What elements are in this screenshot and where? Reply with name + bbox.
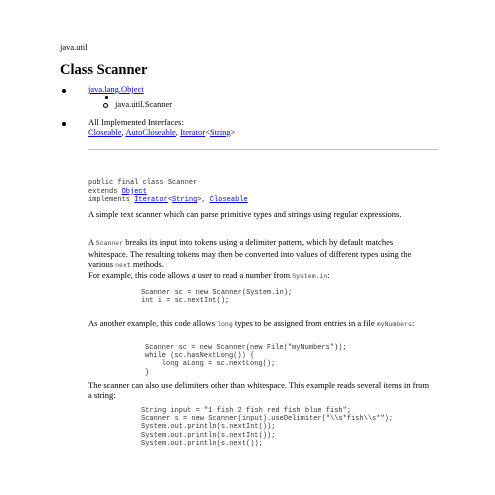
interfaces-list: Closeable, AutoCloseable, Iterator<String>: [88, 127, 236, 137]
hierarchy-current-class: java.util.Scanner: [115, 99, 173, 109]
link-object[interactable]: Object: [121, 187, 147, 196]
link-iterator-sig[interactable]: Iterator: [134, 196, 168, 204]
link-closeable[interactable]: Closeable: [88, 127, 122, 137]
page-title: Class Scanner: [60, 62, 148, 78]
code-example-2: Scanner sc = new Scanner(new File("myNumbers")); while (sc.hasNextLong()) { long aLong = sc.nextLong(); }: [145, 344, 347, 377]
link-string-sig[interactable]: String: [172, 196, 198, 204]
description-paragraph-3: For example, this code allows a user to read a number from System.in:: [88, 270, 330, 280]
circle-bullet-icon: [103, 103, 108, 108]
description-paragraph-2: A Scanner breaks its input into tokens using a delimiter pattern, which by default matches whitespace. The resulting tokens may then be converted into values of different types using the various next methods.: [88, 237, 412, 269]
link-autocloseable[interactable]: AutoCloseable: [125, 127, 176, 137]
class-signature: public final class Scanner extends Object implements Iterator<String>, Closeable: [88, 179, 248, 204]
bullet-icon: [62, 89, 66, 93]
description-paragraph-1: A simple text scanner which can parse primitive types and strings using regular expressions.: [88, 209, 402, 219]
divider: [88, 149, 438, 150]
link-iterator[interactable]: Iterator: [180, 127, 206, 137]
description-paragraph-5: The scanner can also use delimiters other than whitespace. This example reads several items in from a string:: [88, 380, 430, 400]
bullet-icon: [105, 96, 108, 99]
code-example-3: String input = "1 fish 2 fish red fish blue fish"; Scanner s = new Scanner(input).useDelimiter("\\s*fish\\s*"); System.out.println(s.nextInt()); System.out.println(s.nextInt()); System.out.println(s.next());: [141, 407, 394, 448]
link-java-lang-object[interactable]: java.lang.Object: [88, 84, 144, 94]
code-example-1: Scanner sc = new Scanner(System.in); int i = sc.nextInt();: [141, 289, 293, 306]
interfaces-label: All Implemented Interfaces:: [88, 117, 184, 127]
description-paragraph-4: As another example, this code allows long types to be assigned from entries in a file myNumbers:: [88, 318, 415, 328]
link-string[interactable]: String: [209, 127, 231, 137]
link-closeable-sig[interactable]: Closeable: [209, 196, 248, 204]
package-name: java.util: [60, 42, 88, 52]
bullet-icon: [62, 122, 66, 126]
